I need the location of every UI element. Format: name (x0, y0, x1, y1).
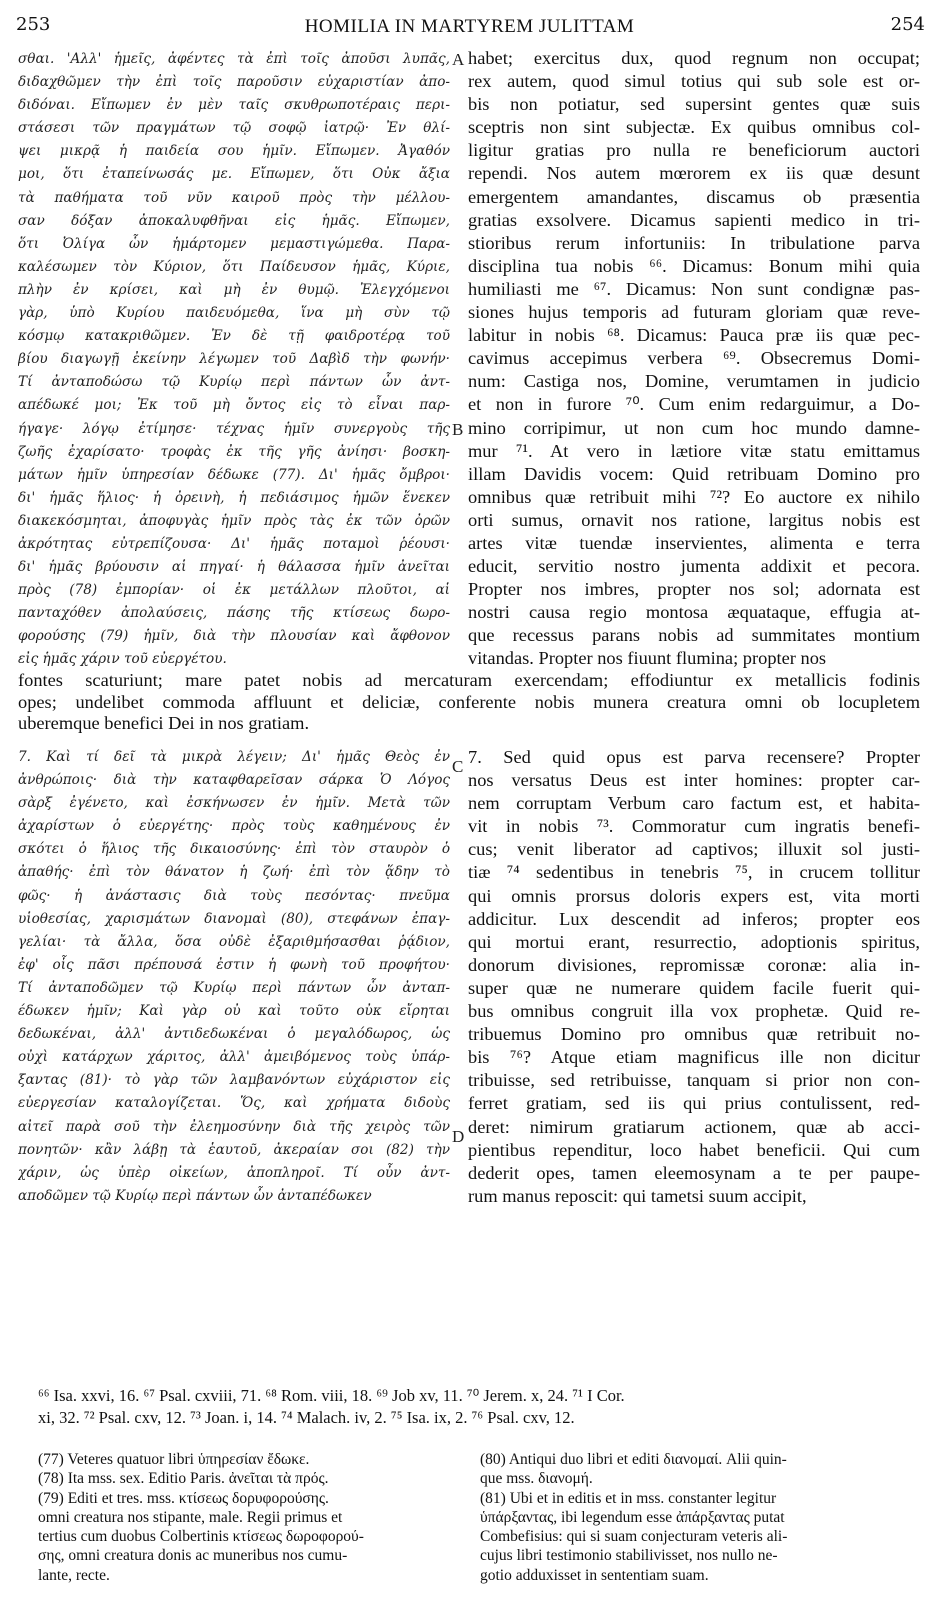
note-line: (81) Ubi et in editis et in mss. constanter legitur (480, 1489, 777, 1507)
margin-mark-b: B (452, 420, 464, 439)
greek-line: δι' ἡμᾶς ἥλιος· ἡ ὀρεινὴ, ἡ πεδιάσιμος ἡμῶν ἕνεκεν (18, 489, 450, 506)
note-line: que mss. διανομή. (480, 1470, 593, 1488)
latin-line: disciplina tua nobis ⁶⁶. Dicamus: Bonum mihi quia (468, 255, 920, 276)
full-width-line: uberemque benefici Dei in nos gratiam. (18, 713, 310, 733)
latin-line: deret: nimirum gratiarum actionem, quæ ab acci- (468, 1116, 920, 1137)
latin-line: que recessus parans nobis ad summitates montium (468, 625, 920, 646)
greek-line: εὐεργεσίαν καταλογίζεται. Ὅς, καὶ χρήματα διδοὺς (18, 1095, 450, 1112)
latin-line: donorum divisiones, repromissæ coronæ: alia in- (468, 954, 920, 975)
greek-column-bottom (18, 746, 450, 1208)
greek-column-top (18, 48, 450, 672)
notes-left (38, 1450, 450, 1585)
greek-line: διακεκόσμηται, ἀποφυγὰς ἡμῖν πρὸς τὰς ἐκ τῶν ὀρῶν (18, 512, 450, 529)
latin-line: rum manus reposcit: qui tametsi suum accipit, (468, 1185, 807, 1206)
greek-line: διδόναι. Εἴπωμεν ἐν μὲν ταῖς σκυθρωποτέραις περι- (18, 97, 450, 114)
latin-line: emergentem amandantes, discamus ob præsentia (468, 186, 920, 207)
page-number-right: 254 (890, 14, 925, 35)
latin-line: nem corruptam Verbum caro factum est, et habita- (468, 793, 920, 814)
note-line: omni creatura nos stipante, male. Regii primus et (38, 1508, 343, 1526)
latin-line: stioribus rerum infortuniis: In tribulatione parva (468, 232, 920, 253)
greek-line: ἀχαρίστων ὁ εὐεργέτης· πρὸς τοὺς καθημένους ἐν (18, 818, 450, 835)
greek-line: κόσμῳ κατακριθῶμεν. Ἐν δὲ τῇ φαιδροτέρᾳ τοῦ (18, 328, 450, 345)
notes-right (480, 1450, 920, 1585)
greek-line: απέδωκέ μοι; Ἐκ τοῦ μὴ ὄντος εἰς τὸ εἶναι παρ- (18, 397, 450, 414)
greek-line: 7. Καὶ τί δεῖ τὰ μικρὰ λέγειν; Δι' ἡμᾶς Θεὸς ἐν (18, 749, 450, 765)
latin-line: addicitur. Lux descendit ad inferos; propter eos (468, 908, 920, 929)
greek-line: μάτων ἡμῖν ὑπηρεσίαν δέδωκε (77). Δι' ἡμᾶς ὄμβροι· (18, 466, 450, 483)
latin-line: tiæ ⁷⁴ sedentibus in tenebris ⁷⁵, in crucem tollitur (468, 862, 920, 883)
latin-line: humiliasti me ⁶⁷. Dicamus: Non sunt condignæ pas- (468, 278, 920, 299)
note-line: (78) Ita mss. sex. Editio Paris. ἀνεῖται τὰ πρός. (38, 1470, 329, 1488)
latin-line: labitur in nobis ⁶⁸. Dicamus: Pauca præ iis quæ pec- (468, 325, 920, 346)
greek-line: καλέσωμεν τὸν Κύριον, ὅτι Παίδευσον ἡμᾶς, Κύριε, (18, 258, 450, 275)
note-line: σης, omni creatura donis ac muneribus nos cumu- (38, 1547, 348, 1565)
latin-line: nostri causa regio montosa æquataque, effugia at- (468, 602, 920, 623)
page-number-left: 253 (16, 14, 51, 35)
latin-line: Propter nos imbres, propter nos sol; adornata est (468, 579, 920, 600)
latin-line: cavimus accepimus verbera ⁶⁹. Obsecremus Domi- (468, 348, 920, 369)
latin-line: ferret gratiam, sed iis qui prius contulissent, red- (468, 1093, 920, 1114)
header-title: HOMILIA IN MARTYREM JULITTAM (304, 16, 635, 37)
latin-line: super quæ ne numerare quidem facile fuerit qui- (468, 977, 920, 998)
greek-line: σθαι. 'Αλλ' ἡμεῖς, ἀφέντες τὰ ἐπὶ τοῖς ἀποῦσι λυπᾶς, (18, 51, 450, 67)
greek-line: ξαντας (81)· τὸ γὰρ τῶν λαμβανόντων εὐχάριστον εἰς (18, 1072, 450, 1089)
latin-column-top (468, 47, 920, 671)
greek-line: γὰρ, ὑπὸ Κυρίου παιδευόμεθα, ἵνα μὴ σὺν τῷ (18, 305, 450, 322)
greek-line: ήγαγε· λόγῳ ἐτίμησε· τέχνας ἡμῖν συνεργοὺς τῆς (18, 420, 450, 437)
greek-line: τὰ παθήματα τοῦ νῦν καιροῦ πρὸς τὴν μέλλου- (18, 189, 450, 206)
greek-line: ἀκρότητας εὐτρεπίζουσα· Δι' ἡμᾶς ποταμοὶ ῥέουσι· (18, 535, 450, 552)
latin-line: vitandas. Propter nos fiuunt flumina; propter nos (468, 648, 827, 669)
latin-line: num: Castiga nos, Domine, verumtamen in judicio (468, 371, 920, 392)
latin-line: gratias exsolvere. Dicamus sapienti medico in tri- (468, 209, 920, 230)
latin-line: cus; venit liberator ad captivos; illuxit sol justi- (468, 839, 920, 860)
margin-mark-d: D (452, 1127, 465, 1146)
latin-line: vit in nobis ⁷³. Commoratur cum ingratis benefi- (468, 816, 920, 837)
latin-line: sceptris non sint subjectæ. Ex quibus omnibus col- (468, 117, 920, 138)
latin-line: qui omnis prorsus doloris expers est, vita morti (468, 885, 920, 906)
latin-line: habet; exercitus dux, quod regnum non occupat; (468, 48, 920, 68)
greek-line: ἀπαθής· ἐπὶ τὸν θάνατον ἡ ζωή· ἐπὶ τὸν ᾅδην τὸ (18, 864, 450, 881)
latin-line: mur ⁷¹. At vero in lætiore vitæ statu emittamus (468, 440, 920, 461)
latin-line: tribuisse, sed retribuisse, tanquam si prior non con- (468, 1070, 920, 1091)
note-line: tertius cum duobus Colbertinis κτίσεως δωροφορού- (38, 1528, 364, 1546)
latin-line: bis non potiatur, sed supersint gentes quæ suis (468, 94, 920, 115)
greek-line: πανταχόθεν ἀπολαύσεις, πάσης τῆς κτίσεως δωρο- (18, 605, 450, 622)
greek-line: πρὸς (78) ἐμπορίαν· οἱ ἐκ μετάλλων πλοῦτοι, αἱ (18, 582, 450, 599)
note-line: lante, recte. (38, 1566, 110, 1584)
greek-line: έδωκεν ἡμῖν; Καὶ γὰρ οὐ καὶ τοῦτο οὐκ εἴρηται (18, 1003, 450, 1020)
latin-line: artes vitæ tuendæ inservientes, alimenta e terra (468, 532, 920, 553)
greek-line: σκότει ὁ ἥλιος τῆς δικαιοσύνης· ἐπὶ τὸν σταυρὸν ὁ (18, 841, 450, 858)
latin-line: qui mortui erant, resurrectio, adoptionis spiritus, (468, 931, 920, 952)
greek-line: ζωῆς ἐχαρίσατο· τροφὰς ἐκ τῆς γῆς ἀνίησι· βοσκη- (18, 443, 450, 460)
latin-line: rex autem, quod simul totius qui sub sole est or- (468, 71, 920, 92)
latin-line: nos versatus Deus est inter homines: propter car- (468, 770, 920, 791)
margin-mark-c: C (452, 757, 464, 776)
note-line: Combefisius: qui si suam conjecturam veteris ali- (480, 1528, 788, 1546)
latin-column-bottom (468, 746, 920, 1208)
reference-line: ⁶⁶ Isa. xxvi, 16. ⁶⁷ Psal. cxviii, 71. ⁶⁸ Rom. viii, 18. ⁶⁹ Job xv, 11. ⁷⁰ Jerem. x, 24. ⁷¹ I Cor. (38, 1386, 625, 1405)
note-line: (79) Editi et tres. mss. κτίσεως δορυφορούσης. (38, 1489, 329, 1507)
greek-line: πονητῶν· κἂν λάβῃ τὰ ἑαυτοῦ, ἀκεραίαν σοι (82) τὴν (18, 1141, 450, 1158)
latin-line: mino corripimur, ut non cum hoc mundo damne- (468, 417, 920, 438)
reference-line: xi, 32. ⁷² Psal. cxv, 12. ⁷³ Joan. i, 14. ⁷⁴ Malach. iv, 2. ⁷⁵ Isa. ix, 2. ⁷⁶ Psal. cxv, 12. (38, 1408, 575, 1427)
greek-line: γελίαι· τὰ ἄλλα, ὅσα οὐδὲ ἐξαριθμήσασθαι ῥᾴδιον, (18, 933, 450, 950)
greek-line: φορούσης (79) ἡμῖν, διὰ τὴν πλουσίαν καὶ ἄφθονον (18, 628, 450, 645)
note-line: (77) Veteres quatuor libri ὑπηρεσίαν ἔδωκε. (38, 1451, 310, 1468)
full-width-line: fontes scaturiunt; mare patet nobis ad mercaturam exercendam; effodiuntur ex metallicis fodinis (18, 670, 920, 690)
full-width-latin (18, 670, 920, 735)
latin-line: bus omnibus congruit illa vox prophetæ. Quid re- (468, 1001, 920, 1022)
greek-line: χάριν, ὡς ὑπὲρ οἰκείων, ἀποπληροῖ. Τί οὖν ἀντ- (18, 1164, 450, 1181)
greek-line: ἀνθρώποις· διὰ τὴν καταφθαρεῖσαν σάρκα Ὁ Λόγος (18, 772, 450, 789)
greek-line: βίου διαγωγῇ ἐκείνην λέγωμεν τοῦ Δαβὶδ τὴν φωνήν· (18, 351, 450, 368)
greek-line: ψει μικρᾷ ἡ παιδεία σου ἡμῖν. Εἴπωμεν. Ἀγαθόν (18, 143, 450, 160)
latin-line: dederit opes, tamen eleemosynam a te per paupe- (468, 1162, 920, 1183)
note-line: cujus libri testimonio stabilivisset, nos nullo ne- (480, 1547, 778, 1565)
greek-line: μοι, ὅτι ἐταπείνωσάς με. Εἴπωμεν, ὅτι Οὐκ ἄξια (18, 166, 450, 183)
greek-line: οὐχὶ κατάρχων χάριτος, ἀλλ' ἀμειβόμενος τοὺς ὑπάρ- (18, 1049, 450, 1066)
greek-line: Τί ἀνταποδώσω τῷ Κυρίῳ περὶ πάντων ὧν ἀντ- (18, 374, 450, 391)
latin-line: siones hujus temporis ad futuram gloriam quæ reve- (468, 302, 920, 323)
latin-line: ligitur gratias pro nulla re beneficiorum auctori (468, 140, 920, 161)
greek-line: εἰς ἡμᾶς χάριν τοῦ εὐεργέτου. (18, 651, 227, 668)
note-line: ὑπάρξαντας, ibi legendum esse ἀπάρξαντας putat (480, 1508, 785, 1526)
latin-line: bis ⁷⁶? Atque etiam magnificus ille non dicitur (468, 1047, 920, 1068)
greek-line: ὅτι Ὀλίγα ὧν ἡμάρτομεν μεμαστιγώμεθα. Παρα- (18, 235, 450, 252)
greek-line: φῶς· ἡ ἀνάστασις διὰ τοὺς πεσόντας· πνεῦμα (18, 887, 450, 904)
greek-line: στάσεσι τῶν πραγμάτων τῷ σοφῷ ἰατρῷ· Ἐν θλί- (18, 120, 450, 137)
note-line: (80) Antiqui duo libri et editi διανομαί. Alii quin- (480, 1451, 787, 1468)
latin-line: et non in furore ⁷⁰. Cum enim redarguimur, a Do- (468, 394, 920, 415)
running-header (0, 14, 939, 38)
latin-line: orti sumus, ornavit nos ratione, largitus nobis est (468, 509, 920, 530)
latin-line: tribuemus Domino pro omnibus quæ retribuit no- (468, 1024, 920, 1045)
latin-line: illam Davidis vocem: Quid retribuam Domino pro (468, 463, 920, 484)
latin-line: rependi. Nos autem mœrorem ex iis quæ desunt (468, 163, 920, 184)
latin-line: educit, servitio nostro jumenta addixit et pecora. (468, 556, 920, 577)
greek-line: σαν δόξαν ἀποκαλυφθῆναι εἰς ἡμᾶς. Εἴπωμεν, (18, 212, 450, 229)
margin-mark-a: A (452, 50, 465, 69)
latin-line: omnibus quæ retribuit mihi ⁷²? Eo auctore ex nihilo (468, 486, 920, 507)
latin-line: pientibus rependitur, loco habet beneficii. Qui cum (468, 1139, 920, 1160)
full-width-line: opes; undelibet commoda affluunt et deliciæ, conferente nobis munera creatura omni ob locupletem (18, 691, 920, 712)
greek-line: υἱοθεσίας, χαρισμάτων διανομαὶ (80), στεφάνων ἐπαγ- (18, 910, 450, 927)
greek-line: ἐφ' οἷς πᾶσι πρέπουσά ἐστιν ἡ φωνὴ τοῦ προφήτου· (18, 956, 450, 973)
note-line: gotio adduxisset in sententiam suam. (480, 1566, 709, 1584)
greek-line: πλὴν ἐν κρίσει, καὶ μὴ ἐν θυμῷ. Ἐλεγχόμενοι (18, 281, 450, 298)
greek-line: δι' ἡμᾶς βρύουσιν αἱ πηγαί· ἡ θάλασσα ἡμῖν ἀνεῖται (18, 559, 450, 576)
greek-line: Τί ἀνταποδῶμεν τῷ Κυρίῳ περὶ πάντων ὧν ἀνταπ- (18, 979, 450, 996)
scripture-references (38, 1385, 918, 1429)
greek-line: σὰρξ ἐγένετο, καὶ ἐσκήνωσεν ἐν ἡμῖν. Μετὰ τῶν (18, 795, 450, 812)
greek-line: αἰτεῖ παρὰ σοῦ τὴν ἐλεημοσύνην διὰ τῆς χειρὸς τῶν (18, 1118, 450, 1135)
greek-line: δεδωκέναι, ἀλλ' ἀντιδεδωκέναι ὁ μεγαλόδωρος, ὡς (18, 1026, 450, 1043)
greek-line: αποδῶμεν τῷ Κυρίῳ περὶ πάντων ὧν ἀνταπέδωκεν (18, 1187, 372, 1204)
latin-line: 7. Sed quid opus est parva recensere? Propter (468, 747, 920, 767)
greek-line: διδαχθῶμεν τὴν ἐπὶ τοῖς παροῦσιν εὐχαριστίαν ἀπο- (18, 74, 450, 91)
